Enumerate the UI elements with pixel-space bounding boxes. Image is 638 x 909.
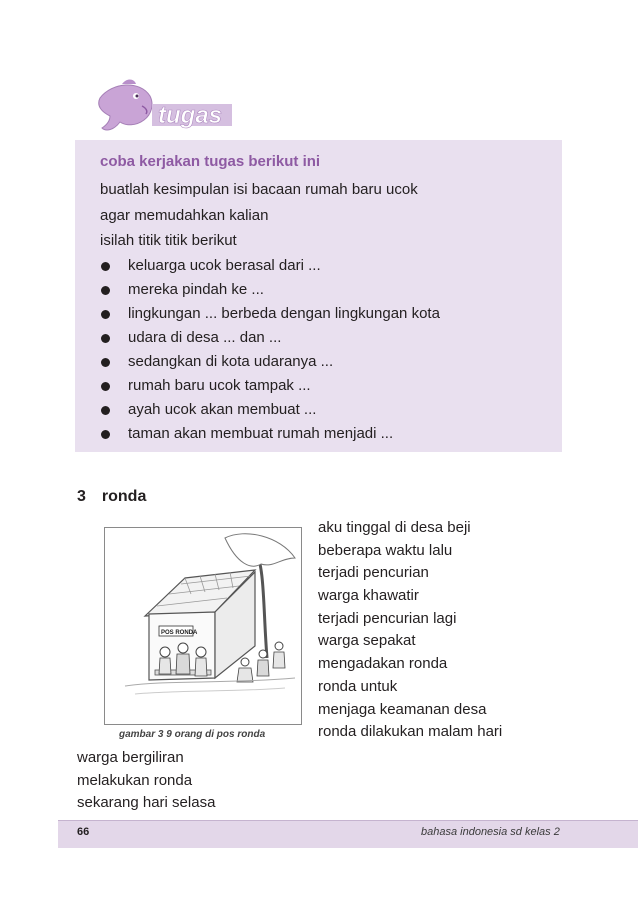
task-bullet-item: rumah baru ucok tampak ... — [100, 376, 440, 400]
page-number: 66 — [77, 826, 90, 838]
bullet-icon — [101, 406, 110, 415]
task-bullet-list — [100, 256, 440, 448]
section-name: ronda — [101, 488, 147, 505]
task-bullet-item: lingkungan ... berbeda dengan lingkungan kota — [100, 304, 440, 328]
poem-line: terjadi pencurian lagi — [318, 609, 457, 627]
task-line: isilah titik titik berikut — [100, 232, 237, 249]
tugas-logo — [92, 78, 232, 136]
poem-line: warga bergiliran — [77, 749, 184, 766]
tugas-logo-text: tugas — [158, 102, 223, 129]
task-bullet-item: keluarga ucok berasal dari ... — [100, 256, 440, 280]
task-bullet-item: taman akan membuat rumah menjadi ... — [100, 424, 440, 448]
task-bullet-item: udara di desa ... dan ... — [100, 328, 440, 352]
bullet-icon — [101, 382, 110, 391]
poem-line: ronda untuk — [318, 677, 398, 695]
bullet-icon — [101, 262, 110, 271]
poem-line: sekarang hari selasa — [77, 794, 216, 812]
bullet-icon — [101, 430, 110, 439]
task-heading: coba kerjakan tugas berikut ini — [100, 153, 321, 170]
poem-line: menjaga keamanan desa — [318, 700, 487, 718]
figure-caption: gambar 3 9 orang di pos ronda — [119, 729, 266, 740]
pos-ronda-illustration — [105, 528, 301, 724]
poem-line: beberapa waktu lalu — [318, 541, 453, 559]
poem-text — [318, 518, 502, 745]
task-line: agar memudahkan kalian — [100, 207, 269, 224]
poem-line: warga khawatir — [318, 587, 419, 605]
poem-line: mengadakan ronda — [318, 655, 448, 673]
section-number: 3 — [77, 488, 86, 505]
pos-ronda-sign: POS RONDA — [161, 630, 198, 636]
bullet-icon — [101, 286, 110, 295]
poem-line: aku tinggal di desa beji — [318, 519, 471, 536]
task-line: buatlah kesimpulan isi bacaan rumah baru ucok — [100, 181, 418, 198]
poem-continuation — [77, 748, 215, 816]
poem-line: terjadi pencurian — [318, 564, 429, 582]
poem-line: warga sepakat — [318, 632, 416, 650]
task-bullet-item: sedangkan di kota udaranya ... — [100, 352, 440, 376]
task-bullet-item: ayah ucok akan membuat ... — [100, 400, 440, 424]
task-bullet-item: mereka pindah ke ... — [100, 280, 440, 304]
bullet-icon — [101, 334, 110, 343]
dolphin-icon — [92, 78, 232, 136]
bullet-icon — [101, 310, 110, 319]
poem-line: melakukan ronda — [77, 771, 193, 789]
poem-line: ronda dilakukan malam hari — [318, 723, 503, 741]
figure-illustration — [104, 527, 302, 725]
bullet-icon — [101, 358, 110, 367]
section-title — [77, 488, 162, 506]
book-title: bahasa indonesia sd kelas 2 — [421, 826, 560, 838]
